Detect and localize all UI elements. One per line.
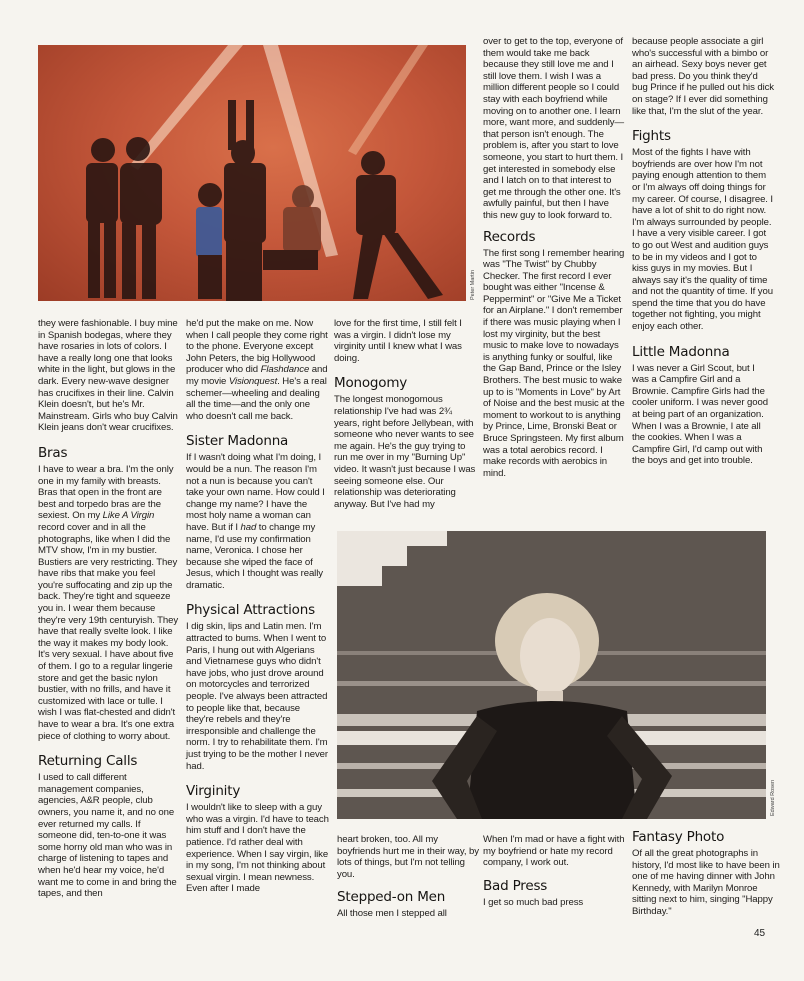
paragraph-virginity: I wouldn't like to sleep with a guy who was a virgin. I'd have to teach him stuff and I don't have the patience. I'd rather deal with experience. When I say virgin, like in my song, I'm not thinking about sexual virgin. I mean newness. Even after I made (186, 802, 329, 895)
page-number: 45 (754, 928, 766, 939)
column-5-bottom (632, 830, 782, 918)
paragraph-sister-madonna: If I wasn't doing what I'm doing, I would be a nun. The reason I'm not a nun is because you can't take your own name. How could I change my name? I have the most holy name a woman can have. But if I had to change my name, I'd use my confirmation name, Veronica. I chose her because she wiped the face of Jesus, which I thought was really dramatic. (186, 452, 325, 591)
heading-fights: Fights (632, 128, 671, 145)
photo-woman-stairs (337, 531, 766, 819)
column-1 (38, 318, 181, 900)
heading-monogomy: Monogomy (334, 375, 408, 392)
paragraph-john-peters: he'd put the make on me. Now when I call people they come right to the phone. Everyone except John Peters, the big Hollywood producer who did Flashdance and my movie Visionquest. He's a real schemer—wheeling and dealing all the time—and the only one who doesn't call me back. (186, 318, 328, 422)
photo-credit-top: Peter Martin (470, 270, 476, 300)
paragraph-records: The first song I remember hearing was "The Twist" by Chubby Checker. The first record I ever bought was either "Incense & Peppermint" or "Give Me a Ticket for an Airplane." I don't remember if there was music playing when I lost my virginity, but the best music to make love to nowadays is anything funky or soulful, like the Gap Band, Prince or the Isley Brothers. The best music to wake up to is "Moments in Love" by Art of Noise and the best music at the moment to workout to is anything by Prince, Lime, Bronski Beat or Bruce Springsteen. My first album was a total aerobics record. I make records with aerobics in mind. (483, 247, 625, 479)
paragraph-physical-attractions: I dig skin, lips and Latin men. I'm attracted to bums. When I went to Paris, I hung out with Algerians and Vietnamese guys who didn't have jobs, who just drove around on motorcycles and terrorized people. I've always been attracted to people like that, because they're rebels and they're irresponsible and challenge the norm. I try to rehabilitate them. I'm just trying to be the mother I never had. (186, 621, 328, 772)
paragraph-heart-broken: heart broken, too. All my boyfriends hurt me in their way, by lots of things, but I'm not telling you. (337, 834, 479, 880)
paragraph-stepped-on-men: All those men I stepped all (337, 908, 447, 920)
column-5-top (632, 36, 774, 467)
heading-stepped-on-men: Stepped-on Men (337, 889, 446, 906)
paragraph-bad-press: I get so much bad press (483, 896, 584, 908)
heading-little-madonna: Little Madonna (632, 343, 730, 360)
column-3-top (334, 318, 476, 510)
column-3-bottom (337, 834, 479, 920)
paragraph-crucifixes: they were fashionable. I buy mine in Spanish bodegas, where they have rosaries in lots of colors. I have a really long one that looks white in the light, but glows in the dark. Every new-wave designer has crucifixes in their line. Calvin Klein doesn't, but he's Mr. Mainstream. Girls who buy Calvin Klein jeans don't wear crucifixes. (38, 318, 178, 434)
column-4-bottom (483, 834, 625, 908)
stage-scene-illustration (38, 45, 466, 301)
paragraph-monogomy: The longest monogomous relationship I've had was 2¾ years, right before Jellybean, with someone who never wants to see me again. He's the guy trying to run me over in my "Burning Up" video. It wasn't just because I was seeing someone else. Our relationship was deteriorating anyway. But I've had my (334, 394, 476, 510)
paragraph-bras: I have to wear a bra. I'm the only one in my family with breasts. Bras that open in the front are best and torpedo bras are the sexiest. On my Like A Virgin record cover and in all the photographs, like when I did the MTV show, I'm in my bustier. Bustiers are very restricting. They have ribs that make you feel you're suffocating and zip up the back. They're tight and squeeze you in. I wear them because they're very 19th centuryish. They have that really svelte look. I like the way it makes my body look. It's very sexual. I have about five of them. I go to a regular lingerie store and get the basic nylon bustier, with no frills, and have it customized with lace or tulle. I wish I was flat-chested and didn't have to wear a bra. It's one extra piece of clothing to worry about. (38, 463, 179, 742)
heading-physical-attractions: Physical Attractions (186, 602, 315, 619)
paragraph-fights: Most of the fights I have with boyfriends are over how I'm not paying enough attention to them or I'm always off doing things for my career. Of course, I disagree. I have a lot of shit to do right now. I'm always surrounded by people. I have a very visible career. I got to go out West and audition guys to be in my videos and I got to kiss guys in my movies. But I always say it's the quality of time and not the quantity of time. If you spend the time that you do have together not fighting, you might enjoy each other. (632, 147, 773, 333)
heading-sister-madonna: Sister Madonna (186, 433, 289, 450)
paragraph-bad-press-continued: because people associate a girl who's successful with a bimbo or an airhead. Sexy boys never get bad press. Do you think they'd bug Prince if he pulled out his dick on stage? If I ever did something like that, I'm the slut of the year. (632, 36, 774, 117)
heading-bad-press: Bad Press (483, 877, 548, 894)
paragraph-work-out: When I'm mad or have a fight with my boyfriend or hate my record company, I work out. (483, 834, 625, 869)
heading-records: Records (483, 228, 536, 245)
heading-fantasy-photo: Fantasy Photo (632, 829, 725, 845)
column-2 (186, 318, 329, 895)
heading-returning-calls: Returning Calls (38, 753, 138, 770)
heading-bras: Bras (38, 444, 68, 461)
photo-credit-bottom: Edward Rosen (770, 779, 776, 816)
column-4-top (483, 36, 625, 479)
stairs-portrait-illustration (337, 531, 766, 819)
paragraph-first-love: love for the first time, I still felt I was a virgin. I didn't lose my virginity until I knew what I was doing. (334, 318, 462, 364)
heading-virginity: Virginity (186, 783, 241, 800)
paragraph-little-madonna: I was never a Girl Scout, but I was a Campfire Girl and a Brownie. Campfire Girls had the cooler uniform. I was never good at being part of an organization. When I was a Brownie, I ate all the cookies. When I was a Campfire Girl, I'd camp out with the boys and get into trouble. (632, 362, 768, 467)
paragraph-fantasy-photo: Of all the great photographs in history, I'd most like to have been in one of me having dinner with John Kennedy, with Marilyn Monroe sitting next to him, singing "Happy Birthday." (632, 848, 780, 917)
paragraph-returning-calls: I used to call different management companies, agencies, A&R people, club owners, you name it, and no one ever returned my calls. If someone did, ten-to-one it was some horny old man who was in charge of listening to tapes and when he'd hear my voice, he'd want me to come in and bring the tapes, and then (38, 772, 177, 900)
paragraph-boyfriends: over to get to the top, everyone of them would take me back because they still love me and I still love them. I wish I was a million different people so I could stay with each boyfriend while moving on to another one. I learn more, want more, and suddenly—that person isn't enough. The problem is, after you start to love someone, you start to hurt them. I get interested in somebody else and I latch on to that interest to get me through the other one. It's awfully painful, but then I have this new guy to look forward to. (483, 36, 624, 221)
photo-dancers-stage (38, 45, 466, 301)
